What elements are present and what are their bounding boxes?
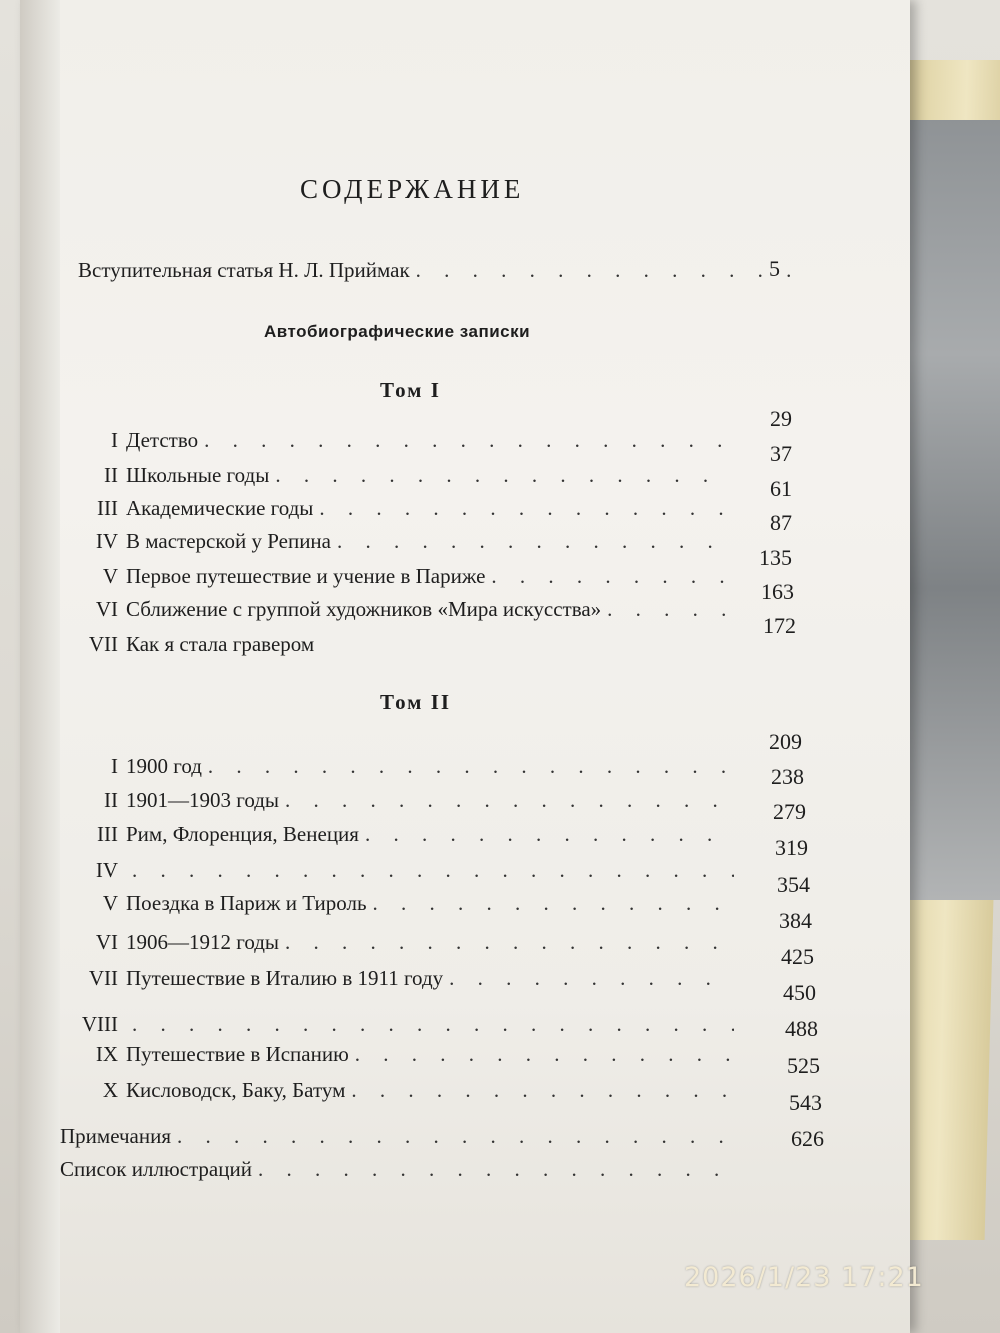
- page-number: 319: [775, 835, 808, 860]
- page-number: 488: [785, 1016, 818, 1041]
- chapter-title: Как я стала гравером: [126, 632, 315, 656]
- toc-entry: [74, 930, 740, 955]
- chapter-title: Первое путешествие и учение в Париже: [126, 564, 486, 588]
- toc-entry: [74, 754, 740, 779]
- chapter-title: Путешествие в Италию в 1911 году: [126, 966, 444, 990]
- leader-dots: [373, 891, 734, 916]
- chapter-title: Кисловодск, Баку, Батум: [126, 1078, 346, 1102]
- toc-entry: [74, 858, 740, 883]
- leader-dots: [365, 822, 734, 847]
- toc-entry: [74, 529, 734, 554]
- chapter-number: IX: [95, 1042, 118, 1066]
- chapter-number: VI: [95, 597, 118, 621]
- page-gutter: [20, 0, 60, 1333]
- chapter-title: 1900 год: [126, 754, 202, 778]
- leader-dots: [449, 966, 734, 991]
- toc-entry-notes: [60, 1124, 740, 1149]
- chapter-number: I: [111, 754, 118, 778]
- chapter-number: I: [111, 428, 118, 452]
- toc-entry: [74, 496, 734, 521]
- page-number: 37: [770, 441, 792, 466]
- intro-page: 5: [769, 256, 780, 281]
- notes-title: Примечания: [60, 1124, 172, 1148]
- contents-heading: СОДЕРЖАНИЕ: [300, 174, 525, 204]
- toc-entry: [74, 564, 734, 589]
- chapter-number: VII: [88, 966, 118, 990]
- section-title: Автобиографические записки: [264, 322, 531, 341]
- illustrations-title: Список иллюстраций: [60, 1157, 252, 1181]
- page-number: 29: [770, 406, 792, 431]
- page-number: 172: [763, 613, 796, 638]
- leader-dots: [258, 1157, 734, 1182]
- chapter-number: VIII: [81, 1012, 118, 1036]
- leader-dots: [319, 496, 728, 521]
- chapter-number: II: [104, 463, 118, 487]
- toc-entry-illustrations: [60, 1157, 740, 1182]
- chapter-title: 1906—1912 годы: [126, 930, 280, 954]
- leader-dots: [177, 1124, 734, 1149]
- volume-title: Том I: [380, 378, 441, 402]
- page-number: 450: [783, 980, 816, 1005]
- toc-entry: [74, 463, 734, 488]
- chapter-number: X: [102, 1078, 118, 1102]
- intro-title: Вступительная статья Н. Л. Приймак: [78, 258, 410, 282]
- chapter-title: Путешествие в Испанию: [126, 1042, 349, 1066]
- leader-dots: [204, 428, 728, 453]
- chapter-title: Сближение с группой художников «Мира искусства»: [126, 597, 602, 621]
- page-number: 87: [770, 510, 792, 535]
- chapter-number: II: [104, 788, 118, 812]
- page-number: 543: [789, 1090, 822, 1115]
- toc-entry: [74, 1012, 740, 1037]
- chapter-title: В мастерской у Репина: [126, 529, 331, 553]
- page-number: 238: [771, 764, 804, 789]
- page-number: 425: [781, 944, 814, 969]
- page-number: 525: [787, 1053, 820, 1078]
- leader-dots: [208, 754, 734, 779]
- leader-dots: [337, 529, 728, 554]
- page-number: 163: [761, 579, 794, 604]
- toc-entry: [74, 891, 740, 916]
- leader-dots: [132, 1012, 734, 1037]
- chapter-number: III: [97, 496, 118, 520]
- leader-dots: [132, 858, 734, 883]
- leader-dots: [285, 930, 734, 955]
- page-number: 135: [759, 545, 792, 570]
- chapter-title: Академические годы: [126, 496, 314, 520]
- page-number: 384: [779, 908, 812, 933]
- toc-entry: [74, 788, 740, 813]
- illustration-plate-edge: [905, 120, 1000, 900]
- chapter-number: VI: [95, 930, 118, 954]
- toc-entry: [74, 966, 740, 991]
- leader-dots: [351, 1078, 734, 1103]
- leader-dots: [285, 788, 734, 813]
- toc-entry: [74, 822, 740, 847]
- chapter-title: Школьные годы: [126, 463, 270, 487]
- chapter-number: IV: [95, 529, 118, 553]
- chapter-number: V: [102, 564, 118, 588]
- leader-dots: [607, 597, 728, 622]
- photo-timestamp: 2026/1/23 17:21: [684, 1262, 924, 1293]
- chapter-title: Детство: [126, 428, 199, 452]
- volume-title: Том II: [380, 690, 452, 714]
- toc-entry: [74, 597, 734, 622]
- intro-entry: [78, 258, 798, 283]
- leader-dots: [355, 1042, 734, 1067]
- chapter-title: Поездка в Париж и Тироль: [126, 891, 367, 915]
- page-number: 209: [769, 729, 802, 754]
- chapter-title: 1901—1903 годы: [126, 788, 280, 812]
- chapter-number: VII: [88, 632, 118, 656]
- page-number: 279: [773, 799, 806, 824]
- page-number: 354: [777, 872, 810, 897]
- toc-entry: [74, 428, 734, 453]
- toc-entry: [74, 1042, 740, 1067]
- page-number: 626: [791, 1126, 824, 1151]
- chapter-title: Рим, Флоренция, Венеция: [126, 822, 359, 846]
- toc-entry: [74, 632, 734, 657]
- chapter-number: III: [97, 822, 118, 846]
- toc-entry: [74, 1078, 740, 1103]
- page-number: 61: [770, 476, 792, 501]
- chapter-number: V: [102, 891, 118, 915]
- leader-dots: [491, 564, 728, 589]
- chapter-number: IV: [95, 858, 118, 882]
- leader-dots: [275, 463, 728, 488]
